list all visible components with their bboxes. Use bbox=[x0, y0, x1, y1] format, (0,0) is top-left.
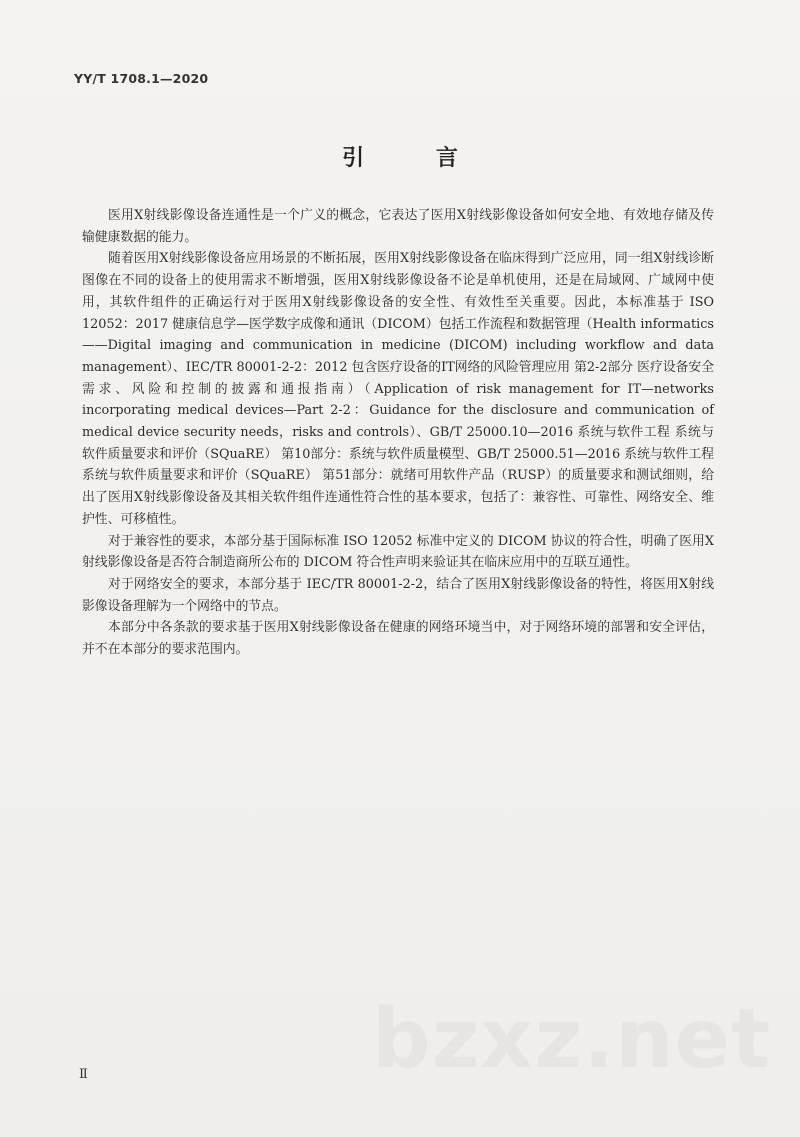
watermark-logo: bzxz.net bbox=[372, 992, 772, 1087]
document-body bbox=[82, 205, 714, 661]
paragraph-4: 对于网络安全的要求，本部分基于 IEC/TR 80001-2-2，结合了医用X射线影像设备的特性，将医用X射线影像设备理解为一个网络中的节点。 bbox=[82, 576, 714, 614]
standard-code-header: YY/T 1708.1—2020 bbox=[74, 71, 209, 86]
page-title: 引 言 bbox=[342, 146, 490, 171]
paragraph-1: 医用X射线影像设备连通性是一个广义的概念，它表达了医用X射线影像设备如何安全地、有效地存储及传输健康数据的能力。 bbox=[82, 208, 714, 245]
paragraph-3: 对于兼容性的要求，本部分基于国际标准 ISO 12052 标准中定义的 DICOM 协议的符合性，明确了医用X射线影像设备是否符合制造商所公布的 DICOM 符合性声明来验证其在临床应用中的互联互通性。 bbox=[82, 533, 714, 571]
paragraph-2: 随着医用X射线影像设备应用场景的不断拓展，医用X射线影像设备在临床得到广泛应用，同一组X射线诊断图像在不同的设备上的使用需求不断增强，医用X射线影像设备不论是单机使用，还是在局域网、广域网中使用，其软件组件的正确运行对于医用X射线影像设备的安全性、有效性至关重要。因此，本标准基于 ISO 12052：2017 健康信息学—医学数字成像和通讯（DICOM）包括工作流程和数据管理（Health informatics——Digital imaging and communication in medicine (DICOM) including workflow and data management）、IEC/TR 80001-2-2：2012 包含医疗设备的IT网络的风险管理应用 第2-2部分 医疗设备安全需求、风险和控制的披露和通报指南）（Application of risk management for IT—networks incorporating medical devices—Part 2-2：Guidance for the disclosure and communication of medical device security needs，risks and controls）、GB/T 25000.10—2016 系统与软件工程 系统与软件质量要求和评价（SQuaRE） 第10部分：系统与软件质量模型、GB/T 25000.51—2016 系统与软件工程 系统与软件质量要求和评价（SQuaRE） 第51部分：就绪可用软件产品（RUSP）的质量要求和测试细则，给出了医用X射线影像设备及其相关软件组件连通性符合性的基本要求，包括了：兼容性、可靠性、网络安全、维护性、可移植性。 bbox=[82, 251, 714, 527]
page-number: Ⅱ bbox=[79, 1067, 88, 1082]
paragraph-5: 本部分中各条款的要求基于医用X射线影像设备在健康的网络环境当中，对于网络环境的部署和安全评估，并不在本部分的要求范围内。 bbox=[82, 620, 714, 658]
